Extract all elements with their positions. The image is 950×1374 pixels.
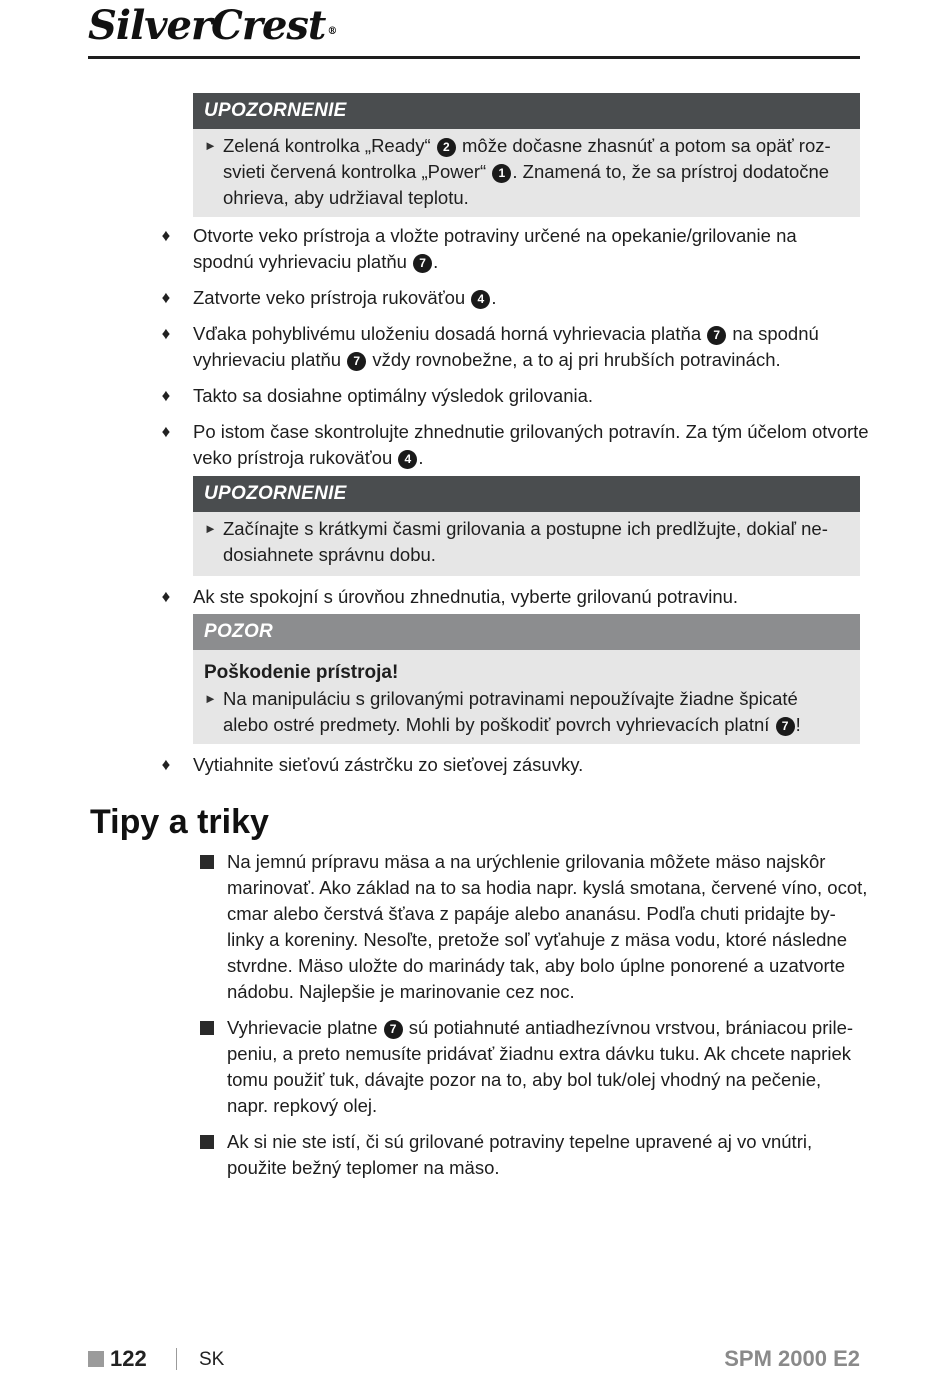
text-run: linky a koreniny. Nesoľte, pretože soľ vyťahuje z mäsa vodu, ktoré následne — [227, 929, 847, 950]
text-run: Vyhrievacie platne — [227, 1017, 383, 1038]
notice-box — [193, 93, 860, 217]
tip-text — [227, 849, 868, 1005]
text-run: marinovať. Ako základ na to sa hodia napr. kyslá smotana, červené víno, ocot, — [227, 877, 868, 898]
text-run: svieti červená kontrolka „Power“ — [223, 161, 492, 182]
text-run: môže dočasne zhasnúť a potom sa opäť roz- — [456, 135, 831, 156]
arrow-right-icon: ► — [204, 691, 217, 706]
diamond-bullet-icon: ♦ — [161, 587, 171, 606]
list-item — [161, 223, 860, 275]
text-line — [227, 849, 863, 875]
text-run: Zelená kontrolka „Ready“ — [223, 135, 436, 156]
diamond-bullet-icon: ♦ — [161, 422, 171, 441]
reference-number: 7 — [413, 254, 432, 273]
text-line — [227, 979, 863, 1005]
text-line — [193, 223, 860, 249]
text-run: . — [418, 447, 424, 468]
diamond-bullet-icon: ♦ — [161, 226, 171, 245]
text-run: veko prístroja rukoväťou — [193, 447, 398, 468]
list-item-text — [193, 752, 860, 778]
text-run: peniu, a preto nemusíte pridávať žiadnu extra dávku tuku. Ak chcete napriek — [227, 1043, 851, 1064]
caution-text — [223, 686, 846, 738]
text-run: Takto sa dosiahne optimálny výsledok grilovania. — [193, 385, 594, 406]
brand-logo — [88, 2, 337, 49]
text-line — [223, 159, 846, 185]
text-run: . — [491, 287, 497, 308]
reference-number: 4 — [471, 290, 490, 309]
text-line — [223, 133, 846, 159]
list-item — [161, 419, 869, 471]
text-run: . — [433, 251, 439, 272]
text-line — [227, 1067, 863, 1093]
caution-box — [193, 614, 860, 744]
diamond-bullet-icon: ♦ — [161, 755, 171, 774]
arrow-right-icon: ► — [204, 138, 217, 153]
text-run: Ak ste spokojní s úrovňou zhnednutia, vyberte grilovanú potravinu. — [193, 586, 739, 607]
text-line — [223, 542, 846, 568]
notice-item — [204, 516, 846, 568]
reference-number: 7 — [384, 1020, 403, 1039]
text-line — [193, 445, 860, 471]
text-run: cmar alebo čerstvá šťava z papáje alebo ananásu. Podľa chuti pridajte by- — [227, 903, 836, 924]
list-item-text — [193, 223, 860, 275]
text-line — [193, 321, 860, 347]
text-run: dosiahnete správnu dobu. — [223, 544, 436, 565]
text-run: Na jemnú prípravu mäsa a na urýchlenie grilovania môžete mäso najskôr — [227, 851, 826, 872]
notice-box — [193, 476, 860, 576]
reference-number: 7 — [347, 352, 366, 371]
tip-text — [227, 1015, 863, 1119]
diamond-bullet-icon: ♦ — [161, 324, 171, 343]
notice-text — [223, 133, 846, 211]
text-run: Začínajte s krátkymi časmi grilovania a postupne ich predlžujte, dokiaľ ne- — [223, 518, 828, 539]
list-item — [161, 584, 860, 610]
page-number: 122 — [110, 1346, 147, 1371]
text-line — [193, 584, 860, 610]
square-bullet-icon — [200, 855, 214, 869]
language-code: SK — [199, 1349, 225, 1370]
text-run: na spodnú — [727, 323, 819, 344]
text-line — [223, 686, 846, 712]
text-line — [227, 953, 863, 979]
caution-subtitle: Poškodenie prístroja! — [204, 662, 399, 683]
notice-item — [204, 133, 846, 211]
list-item — [161, 383, 860, 409]
notice-text — [223, 516, 846, 568]
list-item — [161, 752, 860, 778]
list-item-text — [193, 321, 860, 373]
footer-square-icon — [88, 1351, 104, 1367]
header-rule — [88, 56, 860, 59]
text-line — [227, 1041, 863, 1067]
text-run: Vďaka pohyblivému uloženiu dosadá horná vyhrievacia platňa — [193, 323, 707, 344]
text-run: stvrdne. Mäso uložte do marinády tak, aby bolo úplne ponorené a uzatvorte — [227, 955, 846, 976]
brand-name: SilverCrest — [88, 2, 326, 49]
text-run: alebo ostré predmety. Mohli by poškodiť povrch vyhrievacích platní — [223, 714, 775, 735]
list-item-text — [193, 419, 869, 471]
text-line — [193, 249, 860, 275]
text-line — [227, 1129, 863, 1155]
arrow-right-icon: ► — [204, 521, 217, 536]
square-bullet-icon — [200, 1021, 214, 1035]
text-run: nádobu. Najlepšie je marinovanie cez noc. — [227, 981, 575, 1002]
text-run: ohrieva, aby udržiaval teplotu. — [223, 187, 469, 208]
text-run: Vytiahnite sieťovú zástrčku zo sieťovej zásuvky. — [193, 754, 584, 775]
tip-text — [227, 1129, 863, 1181]
diamond-bullet-icon: ♦ — [161, 386, 171, 405]
model-number: SPM 2000 E2 — [724, 1346, 860, 1371]
text-run: Na manipuláciu s grilovanými potravinami nepoužívajte žiadne špicaté — [223, 688, 798, 709]
text-run: Po istom čase skontrolujte zhnednutie grilovaných potravín. Za tým účelom otvorte — [193, 421, 869, 442]
tip-item — [227, 1129, 863, 1181]
list-item-text — [193, 584, 860, 610]
text-line — [193, 347, 860, 373]
tip-item — [227, 1015, 863, 1119]
reference-number: 4 — [398, 450, 417, 469]
text-run: sú potiahnuté antiadhezívnou vrstvou, brániacou prile- — [403, 1017, 854, 1038]
list-item — [161, 285, 860, 311]
text-run: spodnú vyhrievaciu platňu — [193, 251, 413, 272]
reference-number: 2 — [437, 138, 456, 157]
text-line — [193, 383, 860, 409]
text-line — [227, 1015, 863, 1041]
text-run: vyhrievaciu platňu — [193, 349, 347, 370]
text-line — [193, 752, 860, 778]
caution-title: POZOR — [193, 614, 860, 650]
text-line — [227, 901, 863, 927]
reference-number: 7 — [776, 717, 795, 736]
text-line — [193, 285, 860, 311]
reference-number: 1 — [492, 164, 511, 183]
text-run: vždy rovnobežne, a to aj pri hrubších potravinách. — [367, 349, 781, 370]
notice-title: UPOZORNENIE — [193, 476, 860, 512]
notice-title: UPOZORNENIE — [193, 93, 860, 129]
text-run: Zatvorte veko prístroja rukoväťou — [193, 287, 471, 308]
text-run: . Znamená to, že sa prístroj dodatočne — [512, 161, 830, 182]
text-line — [227, 875, 868, 901]
text-line — [227, 1155, 863, 1181]
text-line — [227, 927, 863, 953]
text-run: Ak si nie ste istí, či sú grilované potraviny tepelne upravené aj vo vnútri, — [227, 1131, 813, 1152]
text-line — [193, 419, 869, 445]
text-line — [227, 1093, 863, 1119]
list-item — [161, 321, 860, 373]
caution-item — [204, 686, 846, 738]
text-run: použite bežný teplomer na mäso. — [227, 1157, 500, 1178]
text-run: napr. repkový olej. — [227, 1095, 378, 1116]
text-run: ! — [795, 714, 801, 735]
list-item-text — [193, 285, 860, 311]
text-line — [223, 185, 846, 211]
tip-item — [227, 849, 868, 1005]
list-item-text — [193, 383, 860, 409]
text-line — [223, 516, 846, 542]
text-run: Otvorte veko prístroja a vložte potraviny určené na opekanie/grilovanie na — [193, 225, 797, 246]
section-title: Tipy a triky — [90, 803, 269, 841]
reference-number: 7 — [707, 326, 726, 345]
square-bullet-icon — [200, 1135, 214, 1149]
text-line — [223, 712, 846, 738]
footer-separator — [176, 1348, 177, 1370]
text-run: tomu použiť tuk, dávajte pozor na to, aby bol tuk/olej vhodný na pečenie, — [227, 1069, 822, 1090]
trademark-symbol: ® — [327, 26, 337, 37]
diamond-bullet-icon: ♦ — [161, 288, 171, 307]
